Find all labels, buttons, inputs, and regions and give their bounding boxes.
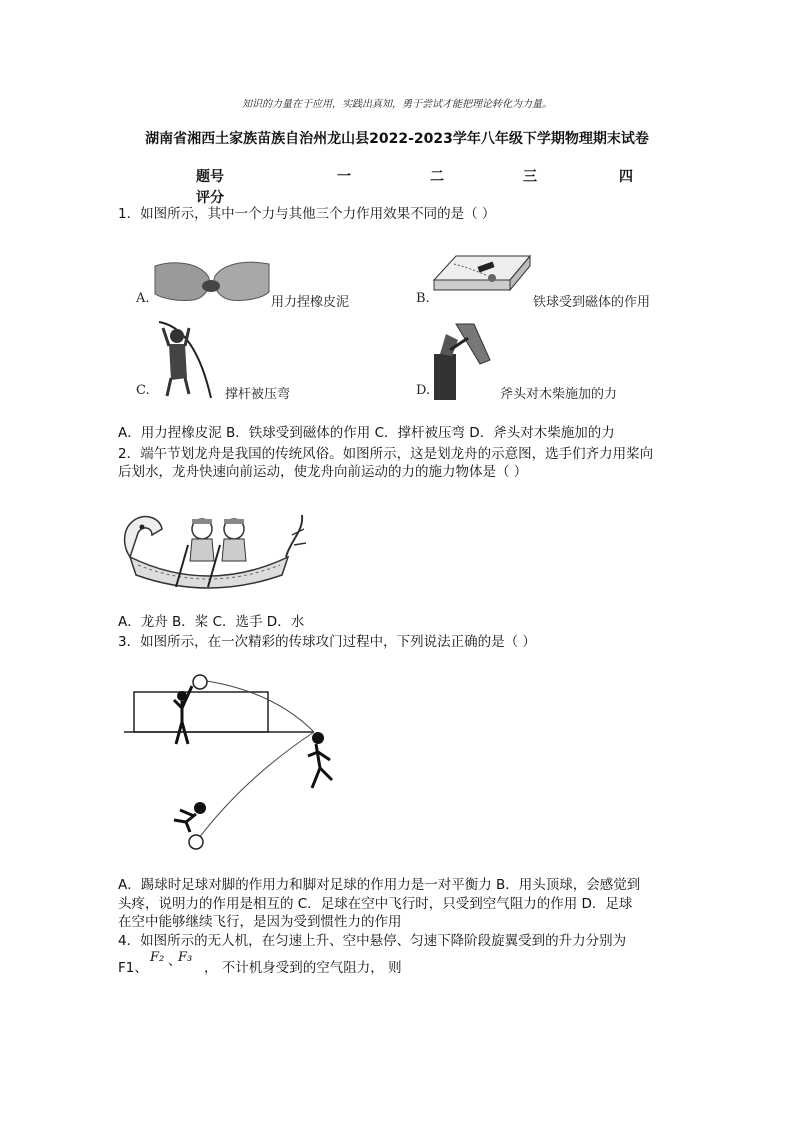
- header-motto: 知识的力量在于应用，实践出真知，勇于尝试才能把理论转化为力量。: [242, 99, 552, 110]
- q4-f2: F₂: [150, 950, 165, 965]
- score-col-3: 三: [523, 169, 537, 185]
- q4-line2-rest: ， 不计机身受到的空气阻力， 则: [204, 960, 402, 976]
- q1-fig-a-caption: 用力捏橡皮泥: [271, 295, 350, 310]
- score-label: 评分: [196, 190, 224, 206]
- q2-options: A．龙舟 B．桨 C．选手 D．水: [118, 614, 305, 630]
- q2-stem-line2: 后划水，龙舟快速向前运动，使龙舟向前运动的力的施力物体是（ ）: [118, 464, 528, 480]
- dragon-boat-icon: [118, 505, 308, 595]
- axe-wood-icon: [428, 320, 500, 402]
- score-col-1: 一: [337, 169, 351, 185]
- q4-stem: 4．如图所示的无人机，在匀速上升、空中悬停、匀速下降阶段旋翼受到的升力分别为: [118, 933, 627, 949]
- q4-f3: F₃: [178, 950, 193, 965]
- score-col-2: 二: [430, 169, 444, 185]
- score-row-label: 题号: [196, 169, 224, 185]
- q4-sep: 、: [168, 954, 182, 969]
- q1-fig-d-letter: D.: [416, 383, 431, 398]
- q1-fig-b-letter: B.: [416, 291, 430, 306]
- q1-fig-a-letter: A.: [136, 291, 150, 306]
- q1-fig-d-caption: 斧头对木柴施加的力: [500, 387, 618, 402]
- q1-options: A．用力捏橡皮泥 B．铁球受到磁体的作用 C．撑杆被压弯 D．斧头对木柴施加的力: [118, 425, 615, 441]
- q1-fig-c-caption: 撑杆被压弯: [225, 387, 291, 402]
- q1-fig-c-letter: C.: [136, 383, 150, 398]
- soccer-pass-diagram: [122, 670, 352, 855]
- score-col-4: 四: [619, 169, 633, 185]
- q3-options-line1: A．踢球时足球对脚的作用力和脚对足球的作用力是一对平衡力 B．用头顶球，会感觉到: [118, 877, 641, 893]
- q4-f1: F1、: [118, 960, 148, 976]
- hands-clay-icon: [153, 258, 271, 308]
- q1-stem: 1．如图所示，其中一个力与其他三个力作用效果不同的是（ ）: [118, 206, 496, 222]
- q3-options-line2: 头疼，说明力的作用是相互的 C．足球在空中飞行时，只受到空气阻力的作用 D．足球: [118, 896, 633, 912]
- page-title: 湖南省湘西土家族苗族自治州龙山县2022-2023学年八年级下学期物理期末试卷: [145, 131, 649, 147]
- q2-stem-line1: 2．端午节划龙舟是我国的传统风俗。如图所示，这是划龙舟的示意图，选手们齐力用桨向: [118, 446, 654, 462]
- q3-stem: 3．如图所示，在一次精彩的传球攻门过程中，下列说法正确的是（ ）: [118, 634, 536, 650]
- magnet-ball-icon: [430, 250, 534, 298]
- q1-fig-b-caption: 铁球受到磁体的作用: [533, 295, 651, 310]
- q3-options-line3: 在空中能够继续飞行，是因为受到惯性力的作用: [118, 914, 402, 930]
- pole-vault-icon: [155, 318, 225, 400]
